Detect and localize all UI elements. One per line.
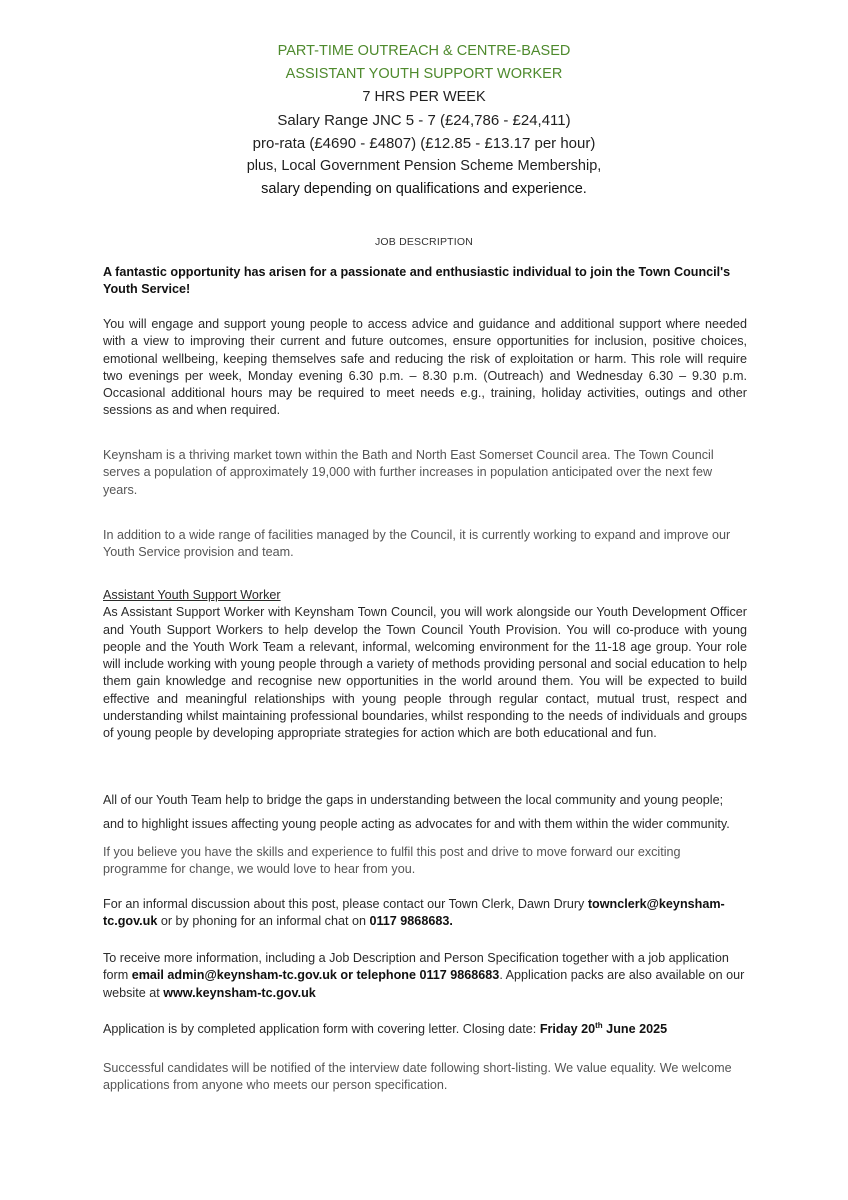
facilities-paragraph [103,527,747,562]
keynsham-paragraph [103,447,747,499]
final-text: Successful candidates will be notified of the interview date following short-listing. We value equality. We welcome applications from anyone who meets our person specification. [103,1061,732,1093]
contact-text: For an informal discussion about this post, please contact our Town Clerk, Dawn Drury [103,897,588,911]
role-text: As Assistant Support Worker with Keynsham Town Council, you will work alongside our Youth Development Officer and Youth Support Workers to help develop the Town Council Youth Provision. You will co-produce with young people and the Youth Work Team a relevant, informal, welcoming environment for the 11-18 age group. Your role will include working with young people through a variety of methods providing personal and social education to help them gain knowledge and recognise new opportunities in the world around them. You will be expected to build effective and meaningful relationships with young people through regular contact, mutual trust, respect and understanding whilst maintaining professional boundaries, whilst responding to the needs of individuals and groups of young people by developing appropriate strategies for action which are both educational and fun. [103,605,747,741]
hours-line: 7 HRS PER WEEK [362,89,486,105]
contact-paragraph [103,896,747,931]
job-header [0,40,848,201]
application-text: Application is by completed application form with covering letter. Closing date: [103,1022,540,1036]
pension-line: plus, Local Government Pension Scheme Membership, [246,158,602,174]
engage-text: You will engage and support young people to access advice and guidance and additional support where needed with a view to improving their current and future outcomes, ensure opportunities for inclusion, positive choices, emotional wellbeing, keeping themselves safe and reducing the risk of exploitation or harm. This role will require two evenings per week, Monday evening 6.30 p.m. – 8.30 p.m. (Outreach) and Wednesday 6.30 – 9.30 p.m. Occasional additional hours may be required to meet needs e.g., training, holiday activities, outings and other sessions as and when required. [103,317,747,418]
keynsham-text: Keynsham is a thriving market town within the Bath and North East Somerset Council area. The Town Council serves a population of approximately 19,000 with further increases in population anticipated over the next few years. [103,448,714,497]
section-label: JOB DESCRIPTION [374,236,474,248]
closing-date: Friday 20th June 2025 [539,1020,668,1036]
salary-range-line: Salary Range JNC 5 - 7 (£24,786 - £24,411) [277,112,571,129]
intro-paragraph [103,264,747,299]
engage-paragraph [103,316,747,420]
contact-text-2: or by phoning for an informal chat on [157,914,370,929]
intro-bold-text: A fantastic opportunity has arisen for a passionate and enthusiastic individual to join the Town Council's Youth Service! [103,265,731,297]
website-link[interactable]: www.keynsham-tc.gov.uk [163,985,316,1000]
info-text-2: . Application packs are also available on our website at [103,968,745,1000]
application-paragraph [103,1021,747,1038]
job-title-line-2: ASSISTANT YOUTH SUPPORT WORKER [285,66,563,82]
role-section [103,587,747,743]
contact-phone[interactable]: 0117 9868683. [369,914,453,929]
team-text-line-2: and to highlight issues affecting young people acting as advocates for and with them within the wider community. [103,817,730,831]
role-heading: Assistant Youth Support Worker [103,588,281,602]
believe-text: If you believe you have the skills and experience to fulfil this post and drive to move forward our exciting programme for change, we would love to hear from you. [103,845,681,877]
qualifications-line: salary depending on qualifications and experience. [261,181,587,197]
info-text: To receive more information, including a Job Description and Person Specification together with a job application form [103,951,729,983]
info-paragraph [103,950,747,1002]
town-clerk-email[interactable]: townclerk@keynsham-tc.gov.uk [103,897,725,929]
job-title-line-1: PART-TIME OUTREACH & CENTRE-BASED [277,43,571,59]
admin-email-phone[interactable]: email admin@keynsham-tc.gov.uk or telephone 0117 9868683 [131,968,500,983]
team-text-line-1: All of our Youth Team help to bridge the gaps in understanding between the local community and young people; [103,793,724,807]
pro-rata-line: pro-rata (£4690 - £4807) (£12.85 - £13.17 per hour) [252,135,596,152]
final-paragraph [103,1060,747,1095]
believe-paragraph [103,844,747,879]
facilities-text: In addition to a wide range of facilities managed by the Council, it is currently working to expand and improve our Youth Service provision and team. [103,528,731,560]
team-paragraph [103,788,747,836]
